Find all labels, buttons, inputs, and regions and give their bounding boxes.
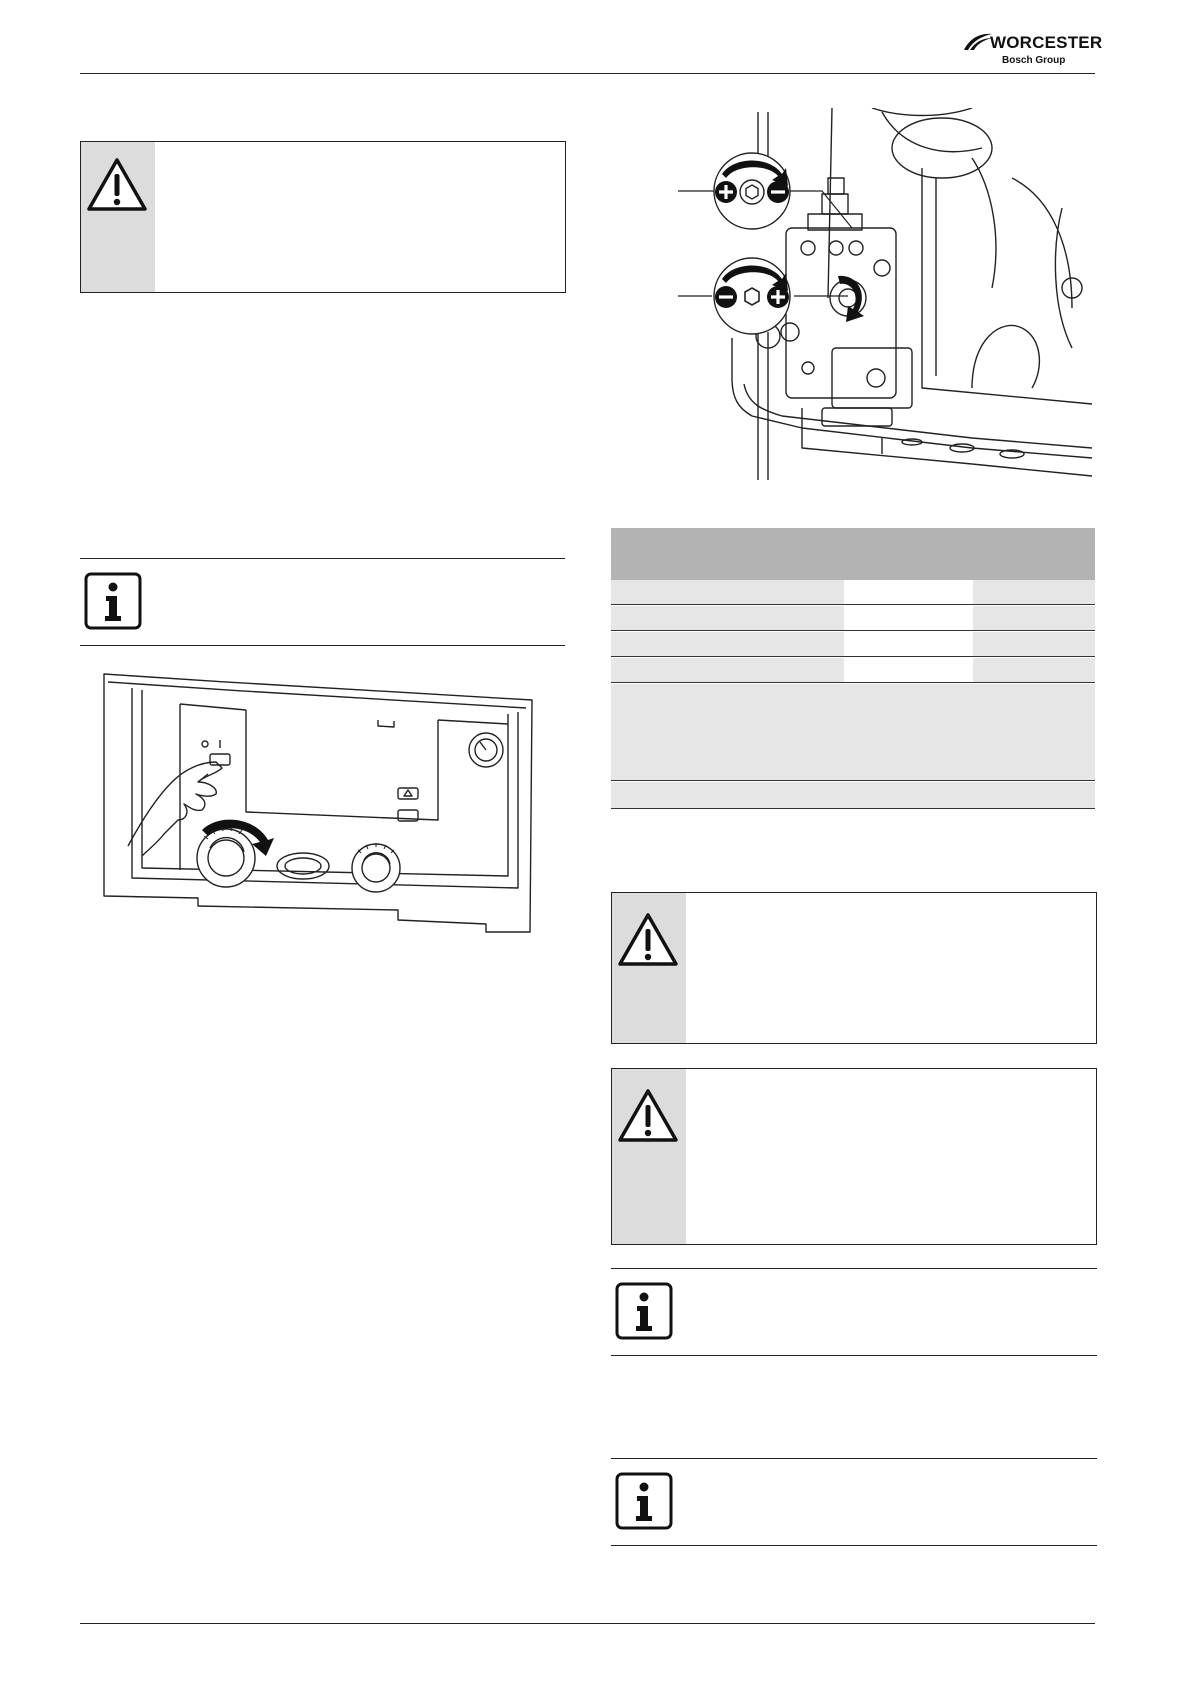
warning-box-top-left (80, 141, 566, 293)
table-cell-label (611, 632, 844, 656)
table-header (611, 528, 1095, 580)
info-i-icon (84, 572, 142, 630)
table-cell-label (611, 606, 844, 630)
control-panel-figure (98, 670, 538, 942)
table-row (611, 658, 1095, 683)
table-row (611, 606, 1095, 631)
table-note (611, 684, 1095, 781)
brand-group-text: Bosch Group (1002, 55, 1066, 66)
warning-triangle-icon (616, 1085, 680, 1145)
gas-valve-figure (672, 108, 1092, 488)
info-note-right-1 (611, 1268, 1097, 1356)
table-row (611, 580, 1095, 605)
warning-box-right-1 (611, 892, 1097, 1044)
info-i-icon (615, 1472, 673, 1530)
table-cell-label (611, 658, 844, 682)
table-cell-label (611, 580, 844, 604)
brand-logo-text: WORCESTER (990, 33, 1103, 52)
table-cell-value (973, 606, 1095, 630)
table-cell-value (973, 632, 1095, 656)
table-cell-value (973, 580, 1095, 604)
table-cell-value (844, 606, 973, 630)
warning-box-right-2 (611, 1068, 1097, 1245)
info-i-icon (615, 1282, 673, 1340)
warning-triangle-icon (85, 154, 149, 214)
table-cell-value (844, 658, 973, 682)
header-rule (80, 73, 1095, 74)
table-cell-value (973, 658, 1095, 682)
table-row (611, 632, 1095, 657)
info-note-right-2 (611, 1458, 1097, 1546)
warning-triangle-icon (616, 909, 680, 969)
table-cell-value (844, 580, 973, 604)
footer-rule (80, 1623, 1095, 1624)
table-footer (611, 782, 1095, 809)
info-note-left (80, 558, 565, 646)
table-cell-value (844, 632, 973, 656)
